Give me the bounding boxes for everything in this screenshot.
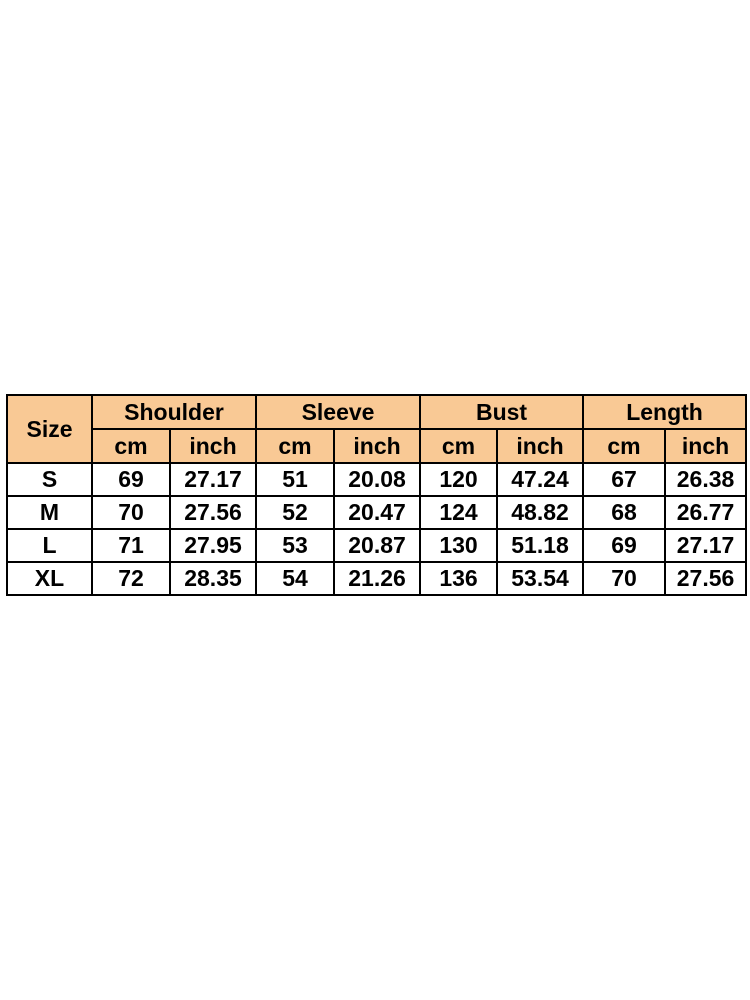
table-cell: 136: [420, 562, 497, 595]
bust-header: Bust: [420, 395, 583, 429]
table-cell: 69: [92, 463, 170, 496]
table-cell: 27.17: [665, 529, 746, 562]
sleeve-cm-header: cm: [256, 429, 334, 463]
shoulder-header: Shoulder: [92, 395, 256, 429]
table-cell: 26.77: [665, 496, 746, 529]
table-cell: 53: [256, 529, 334, 562]
shoulder-inch-header: inch: [170, 429, 256, 463]
table-cell: 26.38: [665, 463, 746, 496]
shoulder-cm-header: cm: [92, 429, 170, 463]
size-cell: L: [7, 529, 92, 562]
size-chart-table: [6, 394, 747, 596]
table-cell: 20.08: [334, 463, 420, 496]
table-cell: 48.82: [497, 496, 583, 529]
table-cell: 53.54: [497, 562, 583, 595]
length-cm-header: cm: [583, 429, 665, 463]
size-cell: M: [7, 496, 92, 529]
table-cell: 27.95: [170, 529, 256, 562]
table-cell: 54: [256, 562, 334, 595]
table-cell: 67: [583, 463, 665, 496]
bust-inch-header: inch: [497, 429, 583, 463]
sleeve-inch-header: inch: [334, 429, 420, 463]
table-cell: 21.26: [334, 562, 420, 595]
length-header: Length: [583, 395, 746, 429]
length-inch-header: inch: [665, 429, 746, 463]
table-cell: 52: [256, 496, 334, 529]
table-cell: 68: [583, 496, 665, 529]
table-cell: 20.87: [334, 529, 420, 562]
bust-cm-header: cm: [420, 429, 497, 463]
table-cell: 124: [420, 496, 497, 529]
table-cell: 71: [92, 529, 170, 562]
table-cell: 70: [583, 562, 665, 595]
table-cell: 120: [420, 463, 497, 496]
table-cell: 27.56: [170, 496, 256, 529]
table-cell: 51: [256, 463, 334, 496]
table-cell: 47.24: [497, 463, 583, 496]
table-cell: 51.18: [497, 529, 583, 562]
table-cell: 130: [420, 529, 497, 562]
table-row: [7, 463, 746, 496]
table-cell: 27.17: [170, 463, 256, 496]
size-cell: XL: [7, 562, 92, 595]
header-row-units: [7, 429, 746, 463]
table-row: [7, 529, 746, 562]
table-cell: 69: [583, 529, 665, 562]
table-row: [7, 496, 746, 529]
table-cell: 20.47: [334, 496, 420, 529]
table-cell: 27.56: [665, 562, 746, 595]
table-cell: 28.35: [170, 562, 256, 595]
size-header: Size: [7, 395, 92, 463]
header-row-groups: [7, 395, 746, 429]
table-cell: 70: [92, 496, 170, 529]
sleeve-header: Sleeve: [256, 395, 420, 429]
size-cell: S: [7, 463, 92, 496]
table-cell: 72: [92, 562, 170, 595]
table-row: [7, 562, 746, 595]
